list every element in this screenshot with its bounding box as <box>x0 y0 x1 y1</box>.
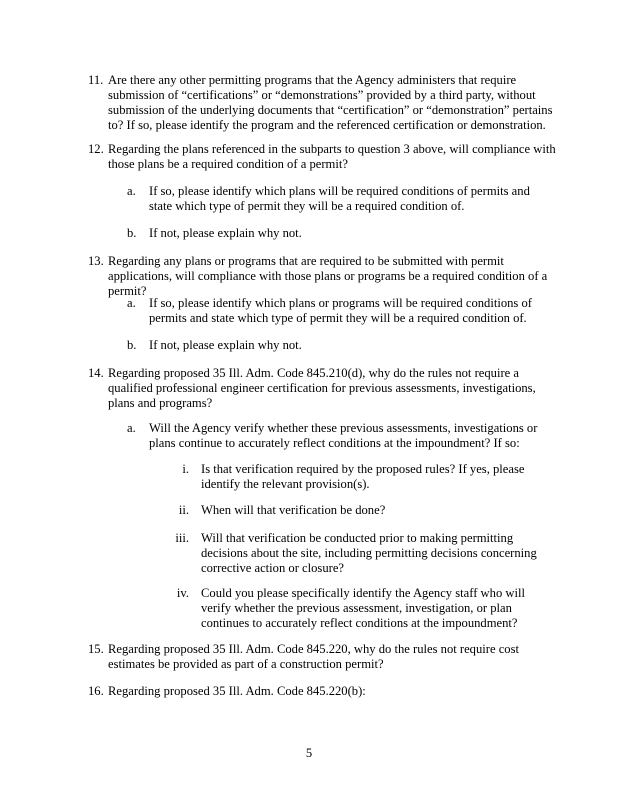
sub-text: If so, please identify which plans or programs will be required conditions of permits and state which type of permit they will be a required condition of. <box>149 296 532 325</box>
question-12 <box>88 142 563 172</box>
item-text: Is that verification required by the proposed rules? If yes, please identify the relevant provision(s). <box>201 462 525 491</box>
item-text: Will that verification be conducted prior to making permitting decisions about the site, including permitting decisions concerning corrective action or closure? <box>201 531 537 575</box>
question-14-a-item-i <box>171 462 541 492</box>
item-label: iv. <box>176 586 189 600</box>
sub-text: If so, please identify which plans will be required conditions of permits and state which type of permit they will be a required condition of. <box>149 184 530 213</box>
question-12-sub-b <box>127 226 547 241</box>
sub-label: b. <box>127 226 137 240</box>
question-number: 16. <box>88 684 104 698</box>
sub-text: If not, please explain why not. <box>149 226 302 240</box>
question-14 <box>88 366 563 411</box>
question-text: Regarding proposed 35 Ill. Adm. Code 845.220(b): <box>108 684 366 698</box>
question-14-sub-a <box>127 421 547 451</box>
question-12-sub-a <box>127 184 547 214</box>
question-number: 15. <box>88 642 104 656</box>
question-14-a-item-ii <box>171 503 541 518</box>
item-text: When will that verification be done? <box>201 503 386 517</box>
question-text: Regarding the plans referenced in the subparts to question 3 above, will compliance with those plans be a required condition of a permit? <box>108 142 556 171</box>
sub-text: If not, please explain why not. <box>149 338 302 352</box>
question-13-sub-b <box>127 338 547 353</box>
question-text: Regarding proposed 35 Ill. Adm. Code 845.220, why do the rules not require cost estimates be provided as part of a construction permit? <box>108 642 519 671</box>
question-13 <box>88 254 563 299</box>
page-number: 5 <box>305 746 313 760</box>
question-16 <box>88 684 563 699</box>
question-number: 11. <box>88 73 104 87</box>
sub-text: Will the Agency verify whether these previous assessments, investigations or plans continue to accurately reflect conditions at the impoundment? If so: <box>149 421 538 450</box>
item-label: ii. <box>178 503 189 517</box>
item-label: i. <box>182 462 189 476</box>
sub-label: a. <box>127 296 136 310</box>
question-11 <box>88 73 563 133</box>
question-text: Regarding any plans or programs that are required to be submitted with permit applications, will compliance with those plans or programs be a required condition of a permit? <box>108 254 548 298</box>
sub-label: a. <box>127 184 136 198</box>
question-14-a-item-iv <box>171 586 541 631</box>
item-label: iii. <box>175 531 189 545</box>
sub-label: b. <box>127 338 137 352</box>
question-text: Regarding proposed 35 Ill. Adm. Code 845.210(d), why do the rules not require a qualified professional engineer certification for previous assessments, investigations, plans and programs? <box>108 366 536 410</box>
question-number: 14. <box>88 366 104 380</box>
question-number: 12. <box>88 142 104 156</box>
item-text: Could you please specifically identify the Agency staff who will verify whether the previous assessment, investigation, or plan continues to accurately reflect conditions at the impoundment? <box>201 586 525 630</box>
question-number: 13. <box>88 254 104 268</box>
sub-label: a. <box>127 421 136 435</box>
question-text: Are there any other permitting programs that the Agency administers that require submission of “certifications” or “demonstrations” provided by a third party, without submission of the underlying documents that “certification” or “demonstration” pertains to? If so, please identify the program and the referenced certification or demonstration. <box>108 73 553 132</box>
question-15 <box>88 642 563 672</box>
question-13-sub-a <box>127 296 547 326</box>
question-14-a-item-iii <box>171 531 541 576</box>
